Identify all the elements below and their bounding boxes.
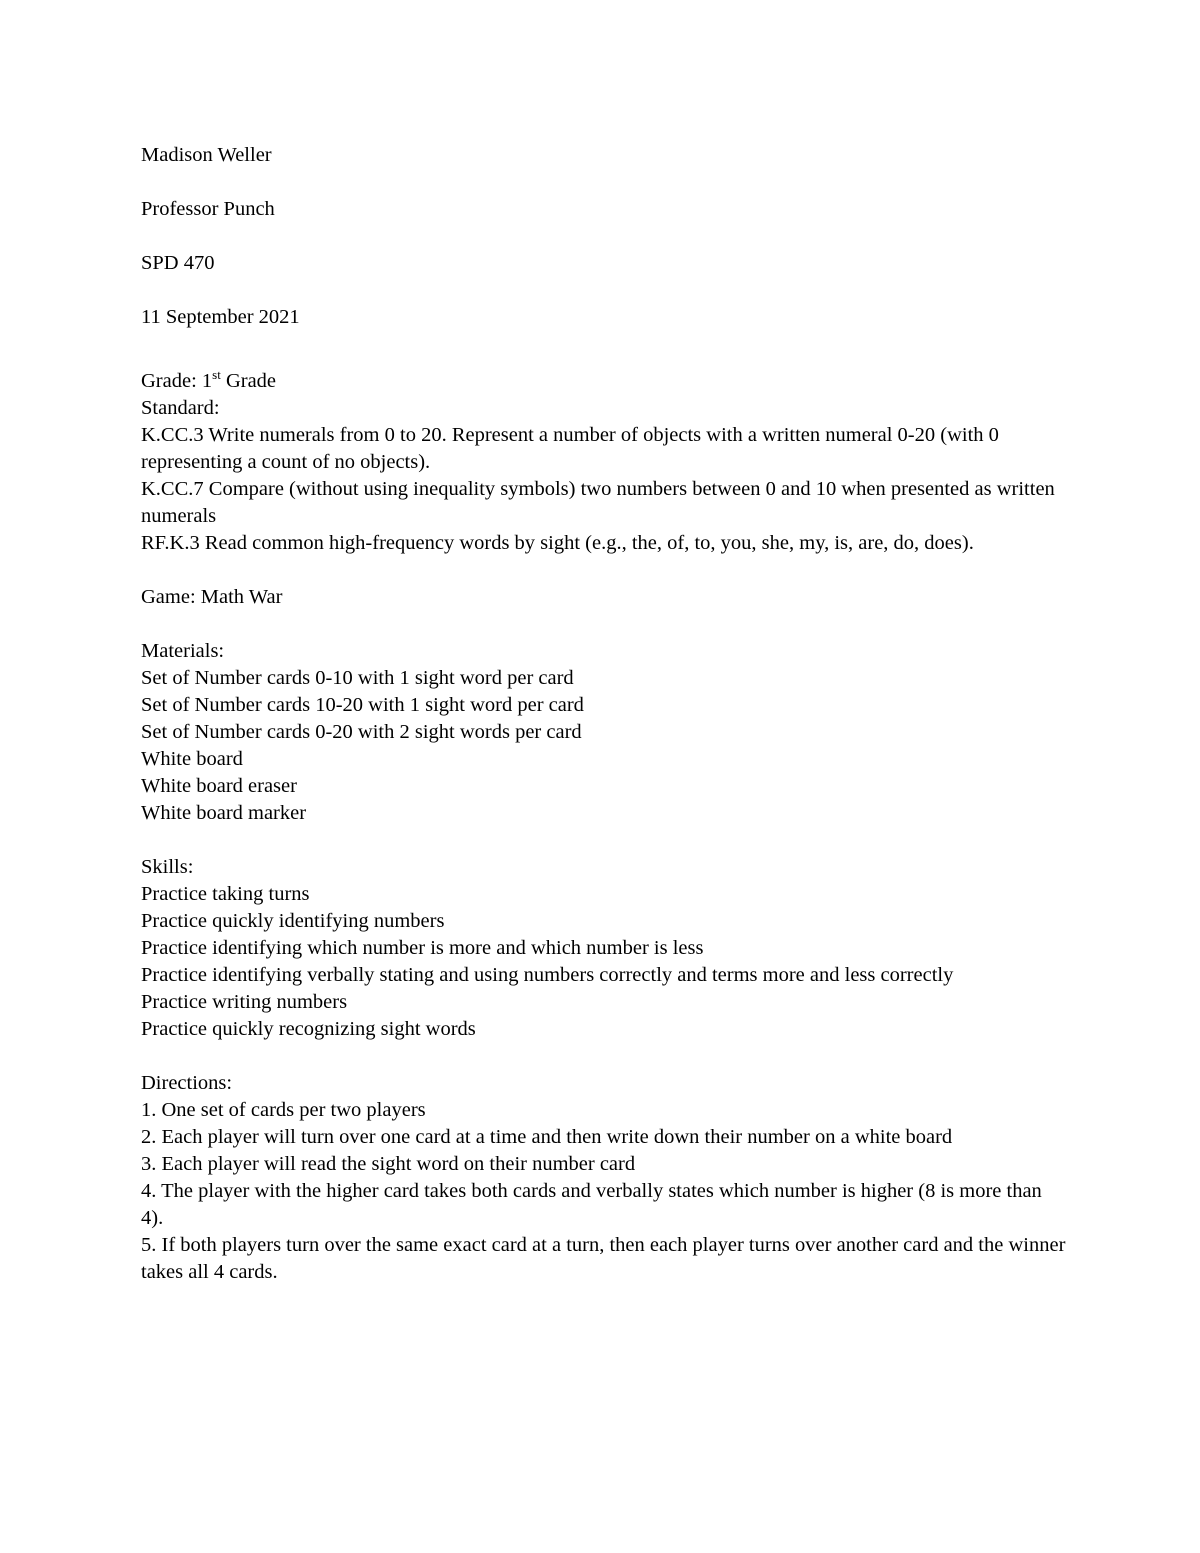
directions-item: 5. If both players turn over the same exact card at a turn, then each player turns over another card and the winner takes all 4 cards. — [141, 1234, 1066, 1283]
skills-item: Practice taking turns — [141, 883, 310, 905]
materials-item: Set of Number cards 0-10 with 1 sight word per card — [141, 667, 574, 689]
game-label: Game: Math War — [141, 586, 283, 608]
standard-heading: Standard: — [141, 397, 220, 419]
grade-prefix: Grade: 1 — [141, 370, 213, 392]
skills-heading: Skills: — [141, 856, 194, 878]
professor-name: Professor Punch — [141, 198, 275, 220]
grade-line — [141, 368, 1066, 395]
materials-item: White board marker — [141, 802, 307, 824]
materials-heading: Materials: — [141, 640, 225, 662]
skills-item: Practice identifying which number is more and which number is less — [141, 937, 704, 959]
standard-item: RF.K.3 Read common high-frequency words by sight (e.g., the, of, to, you, she, my, is, are, do, does). — [141, 532, 974, 554]
standard-item: K.CC.7 Compare (without using inequality symbols) two numbers between 0 and 10 when presented as written numerals — [141, 478, 1055, 527]
directions-item: 1. One set of cards per two players — [141, 1099, 426, 1121]
document-date: 11 September 2021 — [141, 306, 300, 328]
directions-heading: Directions: — [141, 1072, 233, 1094]
grade-superscript: st — [212, 367, 221, 383]
directions-item: 2. Each player will turn over one card at a time and then write down their number on a white board — [141, 1126, 953, 1148]
document-body — [141, 142, 1066, 1286]
course-code: SPD 470 — [141, 252, 215, 274]
grade-suffix: Grade — [220, 370, 277, 392]
skills-item: Practice quickly identifying numbers — [141, 910, 445, 932]
author-name: Madison Weller — [141, 144, 272, 166]
directions-item: 4. The player with the higher card takes both cards and verbally states which number is higher (8 is more than 4). — [141, 1180, 1042, 1229]
materials-item: White board — [141, 748, 243, 770]
skills-item: Practice identifying verbally stating and using numbers correctly and terms more and less correctly — [141, 964, 954, 986]
skills-item: Practice quickly recognizing sight words — [141, 1018, 476, 1040]
materials-item: Set of Number cards 10-20 with 1 sight word per card — [141, 694, 584, 716]
directions-item: 3. Each player will read the sight word on their number card — [141, 1153, 636, 1175]
standard-item: K.CC.3 Write numerals from 0 to 20. Represent a number of objects with a written numeral 0-20 (with 0 representing a count of no objects). — [141, 424, 999, 473]
materials-item: Set of Number cards 0-20 with 2 sight words per card — [141, 721, 582, 743]
skills-item: Practice writing numbers — [141, 991, 348, 1013]
materials-item: White board eraser — [141, 775, 297, 797]
